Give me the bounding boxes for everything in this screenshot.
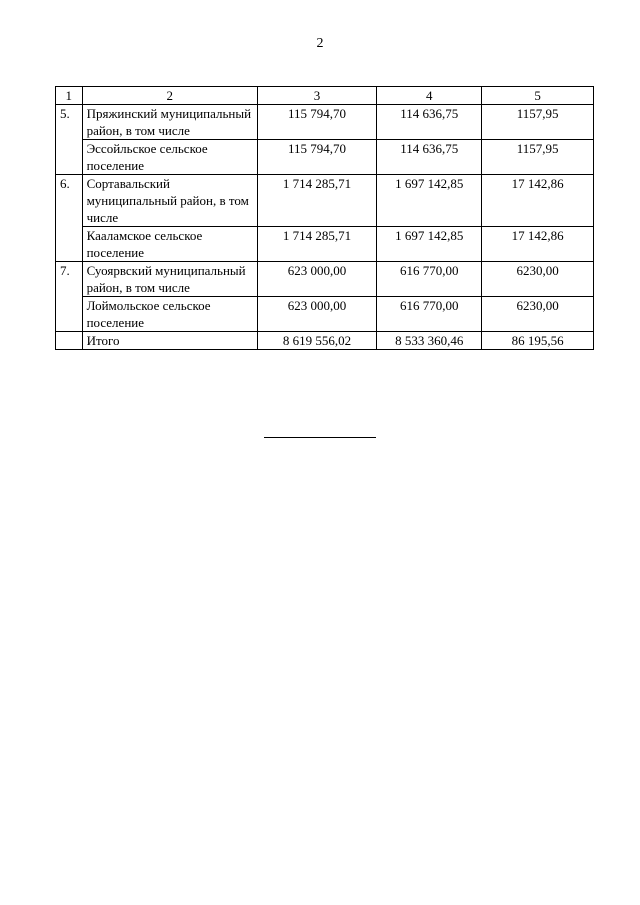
table-row [56,227,594,262]
header-cell: 2 [82,87,257,105]
value-col3: 115 794,70 [258,105,377,140]
total-col5: 86 195,56 [482,332,594,350]
value-col5: 1157,95 [482,105,594,140]
value-col5: 1157,95 [482,140,594,175]
table-row [56,175,594,227]
value-col4: 616 770,00 [377,297,482,332]
header-cell: 5 [482,87,594,105]
total-row [56,332,594,350]
value-col4: 1 697 142,85 [377,227,482,262]
settlement-name: Эссойльское сельское поселение [82,140,257,175]
value-col4: 1 697 142,85 [377,175,482,227]
table-row [56,105,594,140]
value-col5: 6230,00 [482,262,594,297]
table-row [56,140,594,175]
value-col5: 17 142,86 [482,227,594,262]
row-index: 5. [56,105,83,175]
row-index: 6. [56,175,83,262]
allocation-table [55,86,594,350]
district-name: Сортавальский муниципальный район, в том числе [82,175,257,227]
value-col3: 623 000,00 [258,297,377,332]
total-label: Итого [82,332,257,350]
table-row [56,262,594,297]
value-col3: 1 714 285,71 [258,175,377,227]
table-header-row [56,87,594,105]
page-number: 2 [316,36,324,51]
settlement-name: Лоймольское сельское поселение [82,297,257,332]
value-col5: 6230,00 [482,297,594,332]
value-col3: 115 794,70 [258,140,377,175]
value-col3: 623 000,00 [258,262,377,297]
value-col4: 616 770,00 [377,262,482,297]
row-index [56,332,83,350]
table-row [56,297,594,332]
value-col4: 114 636,75 [377,105,482,140]
header-cell: 1 [56,87,83,105]
row-index: 7. [56,262,83,332]
total-col3: 8 619 556,02 [258,332,377,350]
district-name: Суоярвский муниципальный район, в том числе [82,262,257,297]
end-divider-line [264,437,376,438]
value-col4: 114 636,75 [377,140,482,175]
value-col3: 1 714 285,71 [258,227,377,262]
district-name: Пряжинский муниципальный район, в том числе [82,105,257,140]
header-cell: 4 [377,87,482,105]
header-cell: 3 [258,87,377,105]
total-col4: 8 533 360,46 [377,332,482,350]
value-col5: 17 142,86 [482,175,594,227]
settlement-name: Кааламское сельское поселение [82,227,257,262]
